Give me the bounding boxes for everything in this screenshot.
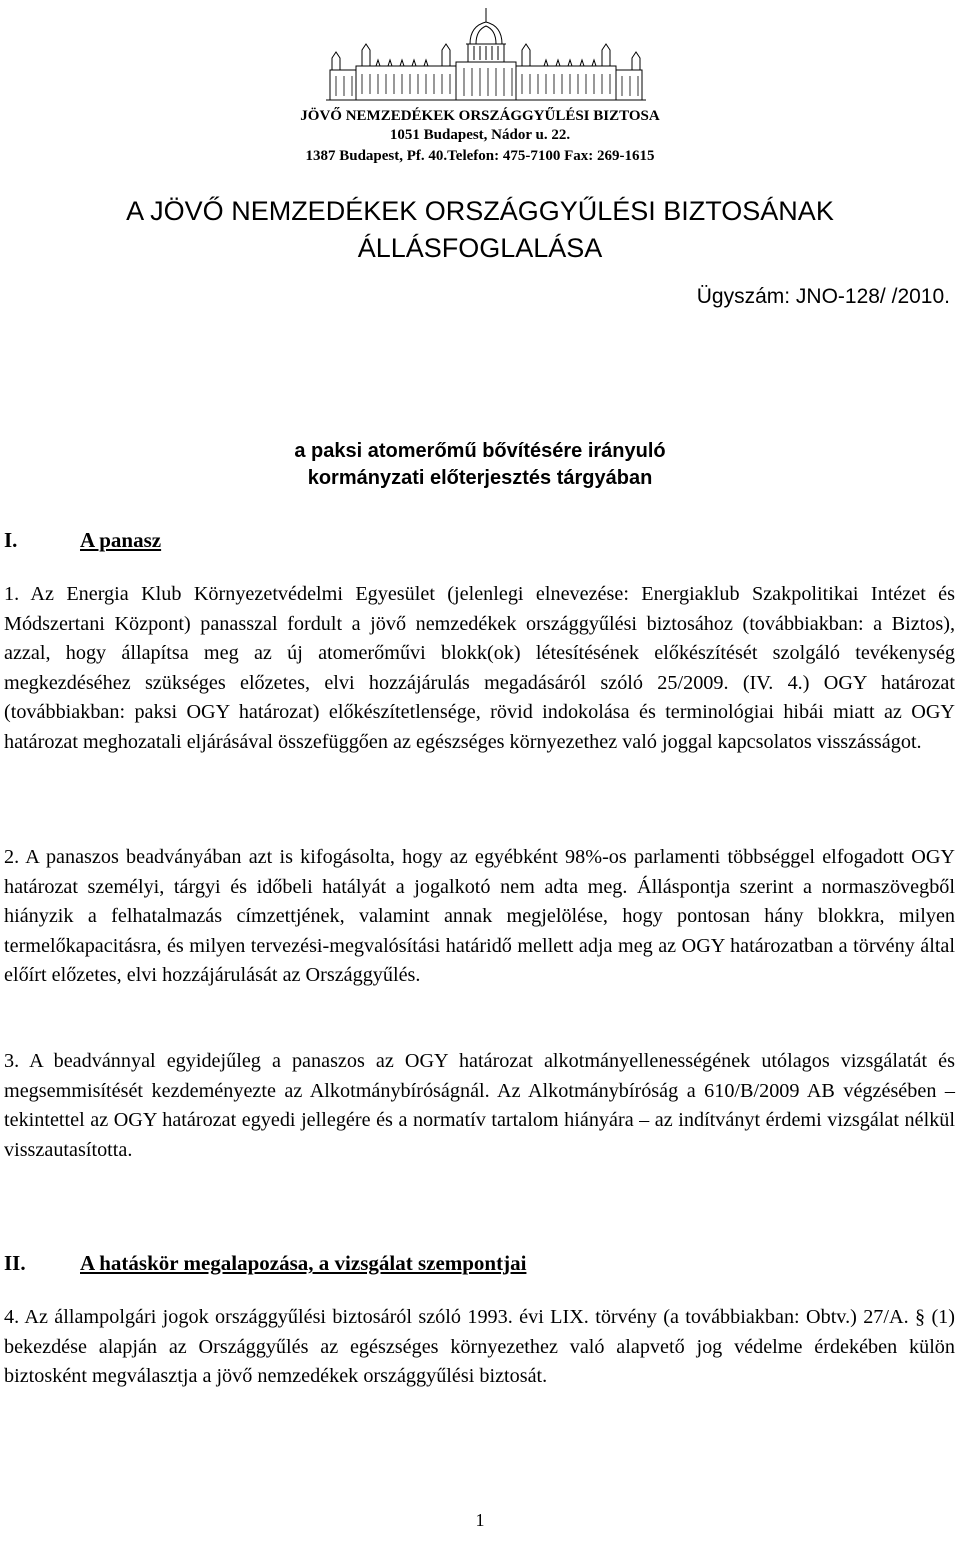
section-title: A hatáskör megalapozása, a vizsgálat szempontjai [80,1251,527,1275]
section-heading-2 [4,1250,704,1276]
parliament-building-icon [326,4,646,104]
document-title-line2: ÁLLÁSFOGLALÁSA [357,233,603,263]
document-subject-line1: a paksi atomerőmű bővítésére irányuló [294,440,666,462]
section-number: I. [4,528,18,552]
office-contact: 1387 Budapest, Pf. 40.Telefon: 475-7100 Fax: 269-1615 [305,148,655,164]
section-heading-1 [4,527,304,553]
document-subject [180,438,780,492]
document-subject-line2: kormányzati előterjesztés tárgyában [307,467,653,489]
case-number: Ügyszám: JNO-128/ /2010. [696,285,950,308]
document-title-line1: A JÖVŐ NEMZEDÉKEK ORSZÁGGYŰLÉSI BIZTOSÁNAK [126,196,834,226]
office-name: JÖVŐ NEMZEDÉKEK ORSZÁGGYŰLÉSI BIZTOSA [300,108,660,124]
paragraph-3: 3. A beadvánnyal egyidejűleg a panaszos az OGY határozat alkotmányellenességének utólagos vizsgálatát és megsemmisítését kezdeményezte az Alkotmánybíróságnál. Az Alkotmánybíróság a 610/B/2009 AB végzésében – tekintettel az OGY határozat egyedi jellegére és a normatív tartalom hiányára – az indítványt érdemi vizsgálat nélkül visszautasította. [4,1050,955,1161]
paragraph-2: 2. A panaszos beadványában azt is kifogásolta, hogy az egyébként 98%-os parlamenti többséggel elfogadott OGY határozat személyi, tárgyi és időbeli hatályát a jogalkotó nem adta meg. Álláspontja szerint a normaszövegből hiányzik a felhatalmazás címzettjének, valamint annak megjelölése, hogy pontosan hány blokkra, milyen termelőkapacitásra, és milyen tervezési-megvalósítási határidő mellett adja meg az OGY határozatban a törvény által előírt előzetes, elvi hozzájárulását az Országgyűlés. [4,846,955,986]
paragraph-1: 1. Az Energia Klub Környezetvédelmi Egyesület (jelenlegi elnevezése: Energiaklub Szakpolitikai Intézet és Módszertani Központ) panasszal fordult a jövő nemzedékek országgyűlési biztosához (továbbiakban: a Biztos), azzal, hogy állapítsa meg az új atomerőművi blokk(ok) létesítésének előkészítését szolgáló tevékenység megkezdéséhez szükséges előzetes, elvi hozzájárulás megadásáról szóló 25/2009. (IV. 4.) OGY határozat (továbbiakban: paksi OGY határozat) előkészítetlensége, rövid indokolása és terminológiai hibái miatt az OGY határozat meghozatali eljárásával összefüggően az egészséges környezethez való joggal kapcsolatos visszásságot. [4,583,955,753]
paragraph-4: 4. Az állampolgári jogok országgyűlési biztosáról szóló 1993. évi LIX. törvény (a továbbiakban: Obtv.) 27/A. § (1) bekezdése alapján az Országgyűlés az egészséges környezethez való alapvető jog védelme érdekében külön biztosként megválasztja a jövő nemzedékek országgyűlési biztosát. [4,1306,955,1387]
section-title: A panasz [80,528,162,552]
page-number: 1 [475,1510,485,1530]
document-title [0,193,960,267]
section-number: II. [4,1251,26,1275]
office-address: 1051 Budapest, Nádor u. 22. [389,127,571,143]
